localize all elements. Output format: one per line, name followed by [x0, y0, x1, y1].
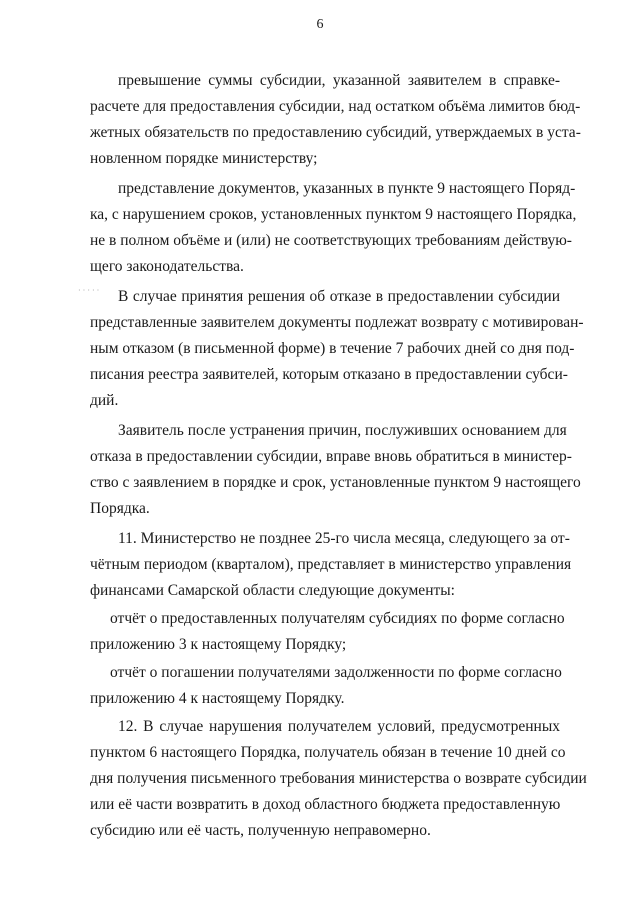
text-line: субсидию или её часть, полученную неправомерно.: [90, 822, 431, 839]
page-number: 6: [316, 17, 324, 32]
text-line: ка, с нарушением сроков, установленных пунктом 9 настоящего Порядка,: [90, 206, 577, 223]
text-line: не в полном объёме и (или) не соответствующих требованиям действую-: [90, 232, 572, 249]
text-line: расчете для предоставления субсидии, над остатком объёма лимитов бюд-: [90, 98, 581, 115]
text-line: щего законодательства.: [90, 258, 244, 275]
text-line: писания реестра заявителей, которым отказано в предоставлении субси-: [90, 366, 568, 383]
text-line: В случае принятия решения об отказе в предоставлении субсидии: [118, 288, 560, 305]
text-line: дий.: [90, 392, 119, 409]
text-line: 12. В случае нарушения получателем условий, предусмотренных: [118, 718, 560, 735]
text-line: приложению 3 к настоящему Порядку;: [90, 636, 347, 653]
text-line: ство с заявлением в порядке и срок, установленные пунктом 9 настоящего: [90, 474, 581, 491]
text-line: дня получения письменного требования министерства о возврате субсидии: [90, 770, 587, 787]
text-line: чётным периодом (кварталом), представляет в министерство управления: [90, 556, 572, 573]
text-line: отчёт о предоставленных получателям субсидиях по форме согласно: [110, 610, 565, 627]
text-line: пунктом 6 настоящего Порядка, получатель обязан в течение 10 дней со: [90, 744, 566, 761]
text-line: Заявитель после устранения причин, послуживших основанием для: [118, 422, 567, 439]
text-line: представленные заявителем документы подлежат возврату с мотивирован-: [90, 314, 584, 331]
text-line: новленном порядке министерству;: [90, 150, 318, 167]
text-line: Порядка.: [90, 500, 150, 517]
text-line: ным отказом (в письменной форме) в течение 7 рабочих дней со дня под-: [90, 340, 575, 357]
text-line: представление документов, указанных в пункте 9 настоящего Поряд-: [118, 180, 576, 197]
text-line: отказа в предоставлении субсидии, вправе вновь обратиться в министер-: [90, 448, 572, 465]
scan-artifact: ·····: [78, 286, 102, 295]
text-line: приложению 4 к настоящему Порядку.: [90, 690, 345, 707]
text-line: финансами Самарской области следующие документы:: [90, 582, 455, 599]
text-line: жетных обязательств по предоставлению субсидий, утверждаемых в уста-: [90, 124, 581, 141]
text-line: 11. Министерство не позднее 25-го числа месяца, следующего за от-: [118, 530, 570, 547]
text-line: превышение суммы субсидии, указанной заявителем в справке-: [118, 72, 560, 89]
text-line: или её части возвратить в доход областного бюджета предоставленную: [90, 796, 561, 813]
text-line: отчёт о погашении получателями задолженности по форме согласно: [110, 664, 562, 681]
